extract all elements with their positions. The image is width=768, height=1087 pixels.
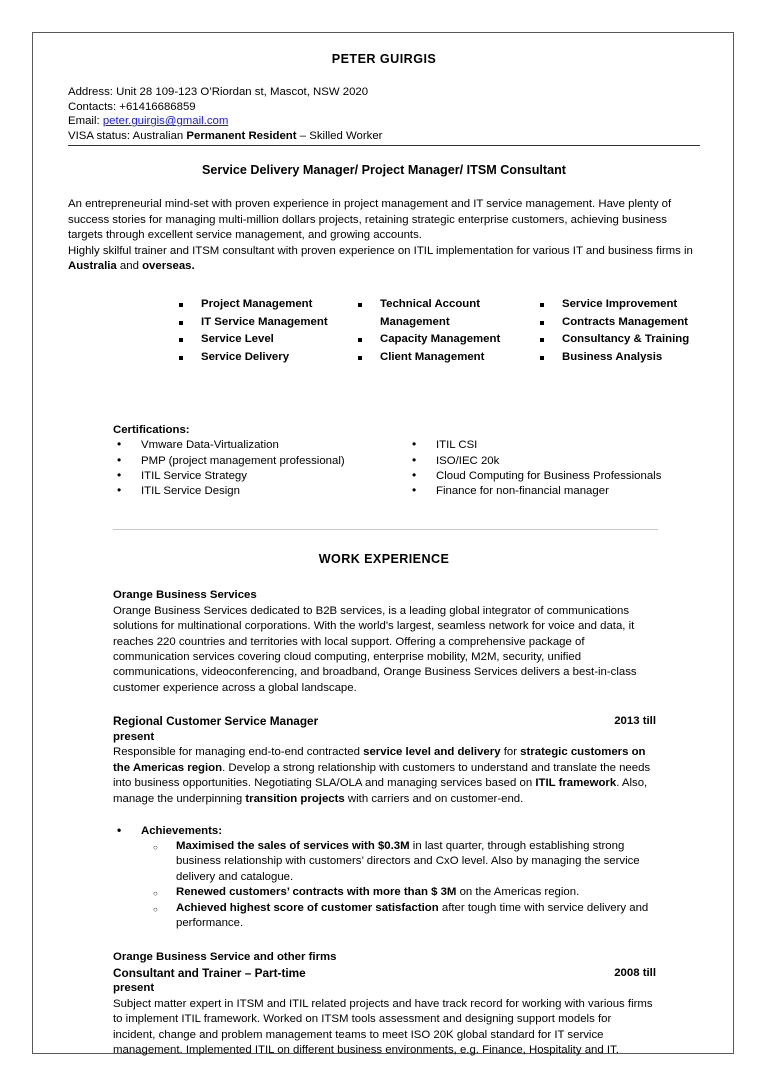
target-job-title: Service Delivery Manager/ Project Manager/ ITSM Consultant	[202, 163, 566, 178]
achievement-bold: Achieved highest score of customer satisfaction	[176, 901, 439, 914]
certification-item: • ITIL CSI	[408, 438, 688, 453]
achievements-section	[113, 823, 656, 931]
role2-company-line: Orange Business Service and other firms	[113, 951, 337, 964]
achievement-text: after tough time with service delivery and performance.	[176, 901, 649, 930]
achievement-bold: Renewed customers’ contracts with more than $ 3M	[176, 886, 457, 899]
certifications-section	[68, 424, 700, 520]
company-description: Orange Business Services dedicated to B2B services, is a leading global integrator of communications solutions for multinational corporations. With the world's largest, seamless network for voice and data, it reaches 220 countries and territories with local support. Offering a comprehensive package of communication services covering cloud computing, enterprise mobility, M2M, security, unified communications, videoconferencing, and broadband, Orange Business Services delivers a best-in-class customer experience across a global landscape.	[113, 604, 637, 694]
role-description	[113, 745, 656, 807]
summary-p2-mid: and	[116, 260, 143, 273]
role-desc-part: with carriers and on customer-end.	[344, 792, 524, 805]
certification-item: • ISO/IEC 20k	[408, 454, 688, 469]
skill-item: Service Level	[179, 331, 339, 348]
candidate-name: PETER GUIRGIS	[331, 52, 437, 66]
email-link[interactable]: peter.guirgis@gmail.com	[102, 115, 229, 128]
resume-content	[68, 52, 700, 1059]
skill-item: Service Improvement	[540, 296, 700, 313]
resume-page	[32, 32, 734, 1057]
certification-item: • ITIL Service Strategy	[113, 469, 413, 484]
visa-prefix: Australian	[130, 129, 187, 142]
email-label: Email:	[68, 115, 100, 128]
role-desc-bold: service level and delivery	[363, 746, 501, 759]
skill-item: Project Management	[179, 296, 339, 313]
achievement-item	[113, 839, 656, 885]
certifications-columns	[68, 438, 700, 520]
work-experience-divider	[113, 529, 658, 530]
contacts-label: Contacts:	[68, 100, 117, 113]
skill-item: Technical Account Management	[358, 296, 533, 331]
certification-item: • Finance for non-financial manager	[408, 484, 688, 499]
achievement-text: on the Americas region.	[456, 886, 580, 899]
skill-item: Consultancy & Training	[540, 331, 700, 348]
address-label: Address:	[68, 86, 113, 98]
header-divider	[68, 145, 700, 146]
role-desc-part: . Also, manage the underpinning	[113, 777, 648, 805]
role-desc-part: . Develop a strong relationship with customers to understand and translate the needs into business opportunities. Negotiating SLA/OLA and managing services based on	[113, 761, 651, 790]
achievement-item	[113, 901, 656, 932]
achievements-heading: • Achievements:	[113, 823, 656, 839]
skill-item: Service Delivery	[179, 349, 339, 366]
summary-p2-prefix: Highly skilful trainer and ITSM consultant with proven experience on ITIL implementation for various IT and business firms in	[68, 244, 693, 257]
work-experience-heading: WORK EXPERIENCE	[318, 552, 450, 567]
skill-item: Capacity Management	[358, 331, 533, 348]
role-desc-part: Responsible for managing end-to-end contracted	[113, 746, 364, 759]
skill-item: IT Service Management	[179, 314, 339, 331]
visa-suffix: – Skilled Worker	[296, 129, 383, 142]
certifications-column-1	[113, 438, 413, 499]
contacts-value: +61416686859	[116, 100, 196, 113]
work-experience-divider-wrap	[68, 529, 700, 530]
skills-column-3	[540, 296, 700, 366]
skills-column-2	[358, 296, 533, 366]
visa-status-bold: Permanent Resident	[186, 129, 297, 142]
certification-item: • Vmware Data-Virtualization	[113, 438, 413, 453]
core-skills	[68, 296, 700, 414]
phone-line	[68, 100, 700, 115]
skill-item: Contracts Management	[540, 314, 700, 331]
certification-item: • PMP (project management professional)	[113, 454, 413, 469]
company-block	[113, 588, 656, 696]
role2-title: Consultant and Trainer – Part-time	[113, 965, 306, 980]
skill-item: Business Analysis	[540, 349, 700, 366]
visa-label: VISA status:	[68, 129, 131, 142]
role-consultant-and-trainer	[113, 950, 656, 1058]
role-title-row	[113, 714, 656, 730]
professional-summary	[68, 197, 700, 274]
summary-paragraph-1: An entrepreneurial mind-set with proven experience in project management and IT service management. Have plenty of success stories for managing multi-million dollars projects, retaining strategic enterprise customers, achieving business targets through excellent service management, and growing accounts.	[68, 198, 672, 241]
company-name: Orange Business Services	[113, 589, 257, 602]
certification-item: • Cloud Computing for Business Professionals	[408, 469, 688, 484]
summary-p2-bold-australia: Australia	[68, 260, 117, 273]
address-line	[68, 85, 700, 100]
summary-p2-bold-overseas: overseas.	[142, 260, 195, 273]
role-date-continuation: present	[113, 730, 155, 743]
skills-column-1	[179, 296, 339, 366]
address-value: Unit 28 109-123 O’Riordan st, Mascot, NSW 2020	[112, 86, 369, 98]
email-line	[68, 114, 700, 129]
achievement-bold: Maximised the sales of services with $0.3M	[176, 840, 410, 853]
role-desc-bold: transition projects	[245, 792, 345, 805]
role-date: 2013 till	[614, 715, 656, 728]
role2-description: Subject matter expert in ITSM and ITIL related projects and have track record for working with various firms to implement ITIL framework. Worked on ITSM tools assessment and designing support models for incident, change and problem management teams to meet ISO 20K global standard for IT service management. Implemented ITIL on different business environments, e.g. Finance, Hospitality and IT.	[113, 998, 653, 1057]
skill-item: Client Management	[358, 349, 533, 366]
certifications-column-2	[408, 438, 688, 499]
role2-date-continuation: present	[113, 982, 155, 995]
role-desc-bold: strategic customers on the Americas region	[113, 746, 646, 774]
role-title: Regional Customer Service Manager	[113, 714, 319, 729]
role2-date: 2008 till	[614, 966, 656, 979]
role-desc-part: for	[500, 746, 521, 759]
visa-line	[68, 129, 700, 144]
certification-item: • ITIL Service Design	[113, 484, 413, 499]
summary-paragraph-2	[68, 244, 700, 274]
certifications-heading: Certifications:	[113, 424, 190, 437]
achievement-text: in last quarter, through establishing strong business relationship with customers’ directors and CxO level. Also by managing the service delivery and catalogue.	[176, 840, 640, 883]
achievement-item	[113, 885, 656, 900]
role-desc-bold: ITIL framework	[535, 777, 617, 790]
role-regional-customer-service-manager	[113, 714, 656, 807]
role2-title-row	[113, 966, 656, 982]
